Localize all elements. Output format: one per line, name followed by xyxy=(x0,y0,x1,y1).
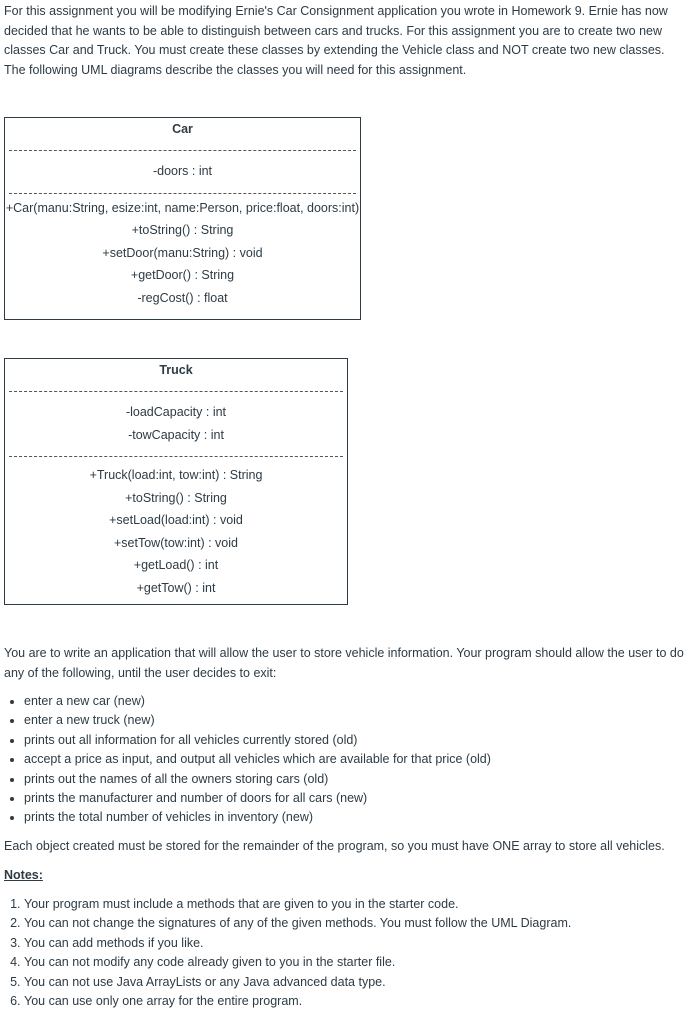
method: +setTow(tow:int) : void xyxy=(113,535,238,550)
attribute: -doors : int xyxy=(152,164,213,178)
list-item: 4. You can not modify any code already given to you in the starter file. xyxy=(24,953,684,972)
app-description: You are to write an application that will allow the user to store vehicle information. Your program should allow the user to do any of the following, until the user decides to exit: xyxy=(4,646,684,680)
truck-uml-diagram xyxy=(4,358,348,605)
list-item: • prints the total number of vehicles in inventory (new) xyxy=(24,808,684,827)
method: +toString() : String xyxy=(131,223,234,237)
list-item: • prints out all information for all vehicles currently stored (old) xyxy=(24,731,684,750)
car-uml-diagram xyxy=(4,117,361,320)
attribute: -loadCapacity : int xyxy=(125,405,227,419)
list-item: 3. You can add methods if you like. xyxy=(24,934,684,953)
method: +setDoor(manu:String) : void xyxy=(102,245,263,260)
method: +getDoor() : String xyxy=(130,268,235,282)
list-item: 2. You can not change the signatures of any of the given methods. You must follow the UML Diagram. xyxy=(24,914,684,933)
methods-section xyxy=(5,457,347,599)
method: -regCost() : float xyxy=(137,290,228,305)
attributes-section xyxy=(5,392,347,456)
list-item: 1. Your program must include a methods that are given to you in the starter code. xyxy=(24,895,684,914)
list-item: • prints the manufacturer and number of doors for all cars (new) xyxy=(24,789,684,808)
attribute: -towCapacity : int xyxy=(128,427,224,442)
list-item: • enter a new truck (new) xyxy=(24,711,684,730)
list-item: • enter a new car (new) xyxy=(24,692,684,711)
method: +toString() : String xyxy=(125,490,227,505)
class-name: Truck xyxy=(159,363,193,377)
notes-heading: Notes: xyxy=(4,868,43,882)
class-name: Car xyxy=(172,122,193,136)
notes-list xyxy=(4,895,684,1011)
method: +setLoad(load:int) : void xyxy=(109,513,243,527)
list-item: • accept a price as input, and output all vehicles which are available for that price (old) xyxy=(24,750,684,769)
storage-note: Each object created must be stored for the remainder of the program, so you must have ONE array to store all vehicles. xyxy=(4,839,665,853)
intro-paragraph: For this assignment you will be modifying Ernie's Car Consignment application you wrote in Homework 9. Ernie has now decided that he wants to be able to distinguish between cars and trucks. For this assignment you are to create two new classes Car and Truck. You must create these classes by extending the Vehicle class and NOT create two new classes. The following UML diagrams describe the classes you will need for this assignment. xyxy=(4,4,668,77)
attributes-section xyxy=(5,151,360,193)
method: +getLoad() : int xyxy=(133,558,219,572)
list-item: 5. You can not use Java ArrayLists or any Java advanced data type. xyxy=(24,973,684,992)
method: +getTow() : int xyxy=(136,580,216,595)
list-item: • prints out the names of all the owners storing cars (old) xyxy=(24,770,684,789)
methods-section xyxy=(5,194,360,310)
requirements-list xyxy=(4,692,684,828)
method: +Truck(load:int, tow:int) : String xyxy=(89,468,263,482)
method: +Car(manu:String, esize:int, name:Person, price:float, doors:int) xyxy=(5,200,360,215)
list-item: 6. You can use only one array for the entire program. xyxy=(24,992,684,1011)
